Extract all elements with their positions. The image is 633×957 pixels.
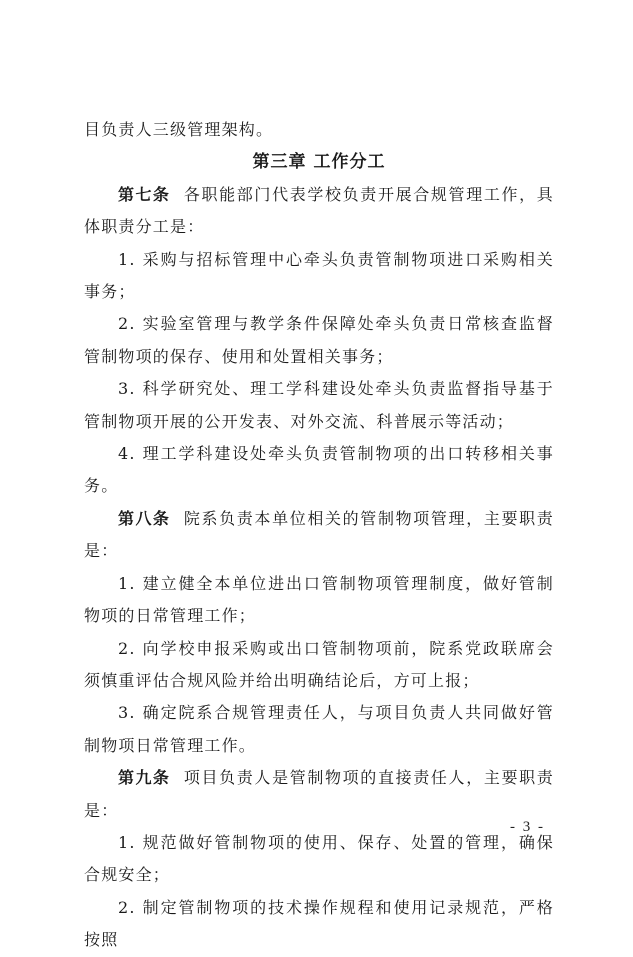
article-8-text: 院系负责本单位相关的管制物项管理，主要职责是： bbox=[84, 508, 554, 561]
article-8-item-2: 2. 向学校申报采购或出口管制物项前，院系党政联席会须慎重评估合规风险并给出明确结论后，方可上报； bbox=[84, 638, 554, 690]
article-7-item-2: 2. 实验室管理与教学条件保障处牵头负责日常核查监督管制物项的保存、使用和处置相关事务； bbox=[84, 314, 554, 366]
page-number: - 3 - bbox=[510, 819, 545, 835]
article-8-label: 第八条 bbox=[118, 508, 171, 528]
continuation-line: 目负责人三级管理架构。 bbox=[84, 120, 274, 139]
article-9-item-1: 1. 规范做好管制物项的使用、保存、处置的管理，确保合规安全； bbox=[84, 832, 554, 885]
article-7-item-4: 4. 理工学科建设处牵头负责管制物项的出口转移相关事务。 bbox=[84, 444, 554, 496]
chapter-title: 第三章 工作分工 bbox=[252, 152, 386, 173]
article-7-label: 第七条 bbox=[118, 184, 171, 204]
body-text bbox=[84, 114, 554, 957]
article-7-item-3: 3. 科学研究处、理工学科建设处牵头负责监督指导基于管制物项开展的公开发表、对外交流、科普展示等活动； bbox=[84, 379, 554, 431]
article-7 bbox=[84, 179, 554, 244]
article-8 bbox=[84, 503, 554, 568]
article-9-text: 项目负责人是管制物项的直接责任人，主要职责是： bbox=[84, 768, 554, 820]
article-7-text: 各职能部门代表学校负责开展合规管理工作，具体职责分工是： bbox=[84, 184, 554, 237]
article-9-item-2: 2. 制定管制物项的技术操作规程和使用记录规范，严格按照 bbox=[84, 897, 554, 950]
article-7-item-1: 1. 采购与招标管理中心牵头负责管制物项进口采购相关事务； bbox=[84, 249, 554, 302]
article-9-label: 第九条 bbox=[118, 768, 171, 788]
article-8-item-3: 3. 确定院系合规管理责任人，与项目负责人共同做好管制物项日常管理工作。 bbox=[84, 703, 554, 755]
article-8-item-1: 1. 建立健全本单位进出口管制物项管理制度，做好管制物项的日常管理工作； bbox=[84, 573, 554, 626]
article-9 bbox=[84, 762, 554, 827]
